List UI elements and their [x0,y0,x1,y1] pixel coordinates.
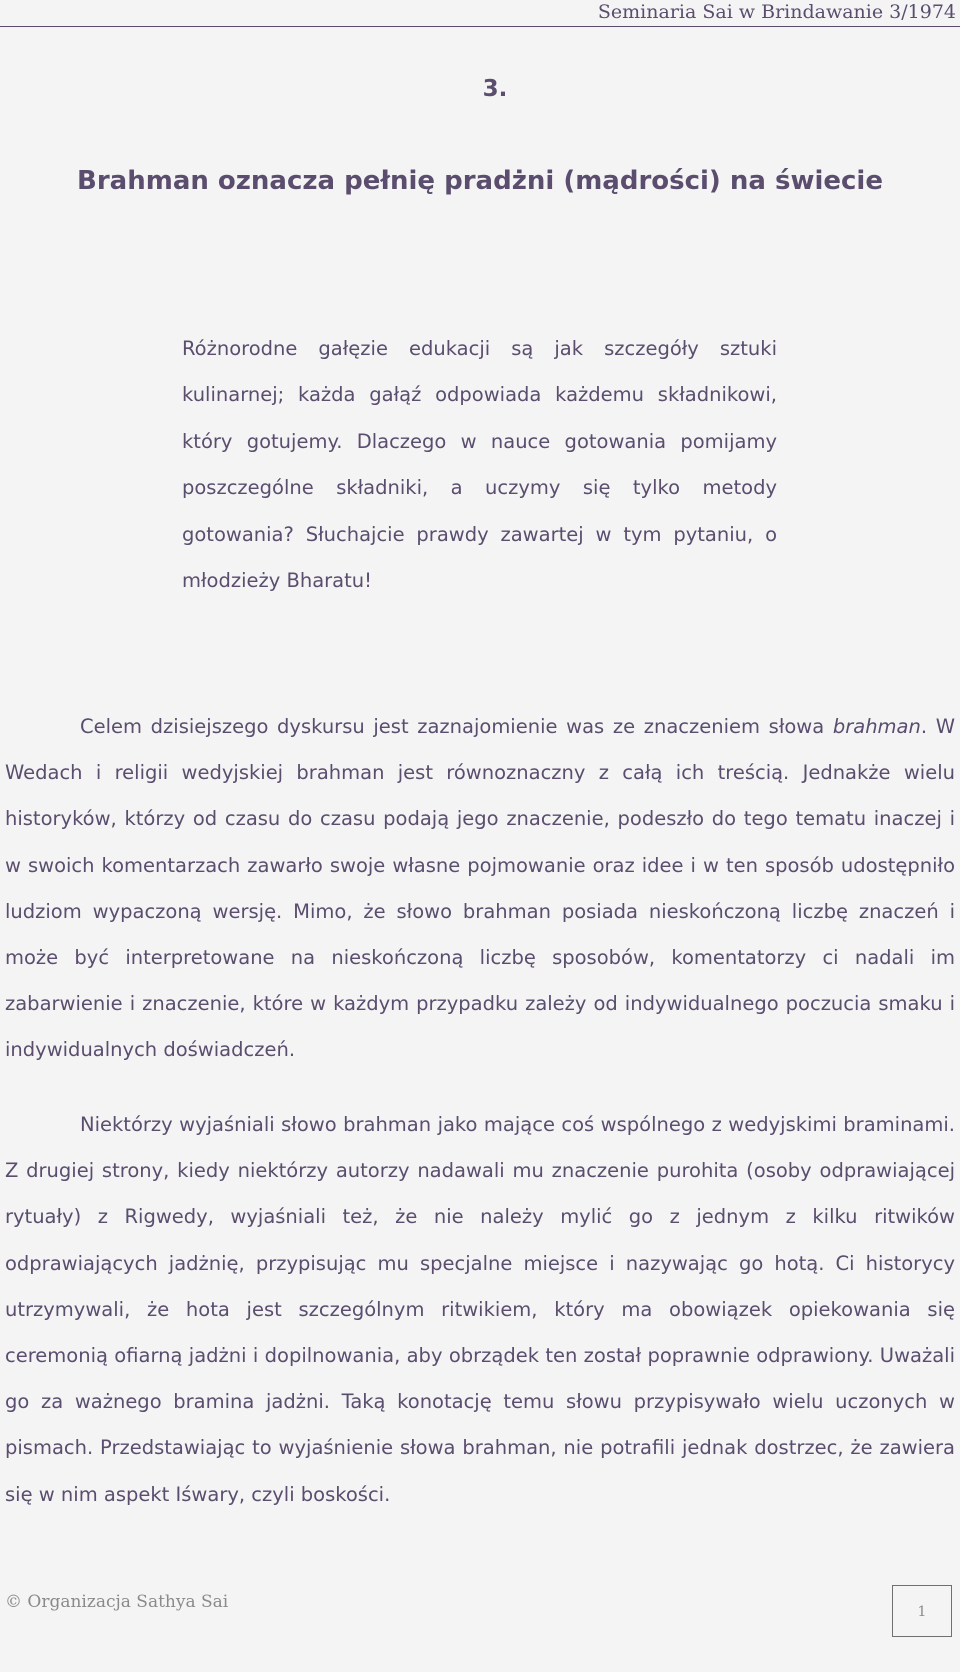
page-header [0,0,960,27]
footer-copyright: © Organizacja Sathya Sai [5,1592,229,1612]
page-number-box [892,1585,952,1637]
body-paragraph-1 [5,704,955,1074]
page-number: 1 [917,1604,927,1620]
chapter-number: 3. [482,76,508,102]
paragraph-text: . W Wedach i religii wedyjskiej brahman jest równoznaczny z całą ich treścią. Jednakże wielu historyków, którzy od czasu do czasu podają jego znaczenie, podeszło do tego tematu inaczej i w swoich komentarzach zawarło swoje własne pojmowanie oraz idee i w ten sposób udostępniło ludziom wypaczoną wersję. Mimo, że słowo brahman posiada nieskończoną liczbę znaczeń i może być interpretowane na nieskończoną liczbę sposobów, komentatorzy ci nadali im zabarwienie i znaczenie, które w każdym przypadku zależy od indywidualnego poczucia smaku i indywidualnych doświadczeń. [5,715,955,1062]
running-header-title: Seminaria Sai w Brindawanie 3/1974 [597,1,956,23]
epigraph-quote: Różnorodne gałęzie edukacji są jak szczegóły sztuki kulinarnej; każda gałąź odpowiada każdemu składnikowi, który gotujemy. Dlaczego w nauce gotowania pomijamy poszczególne składniki, a uczymy się tylko metody gotowania? Słuchajcie prawdy zawartej w tym pytaniu, o młodzieży Bharatu! [182,337,777,593]
body-paragraph-2: Niektórzy wyjaśniali słowo brahman jako mające coś wspólnego z wedyjskimi braminami. Z drugiej strony, kiedy niektórzy autorzy nadawali mu znaczenie purohita (osoby odprawiającej rytuały) z Rigwedy, wyjaśniali też, że nie należy mylić go z jednym z kilku ritwików odprawiających jadżnię, przypisując mu specjalne miejsce i nazywając go hotą. Ci historycy utrzymywali, że hota jest szczególnym ritwikiem, który ma obowiązek opiekowania się ceremonią ofiarną jadżni i dopilnowania, aby obrządek ten został poprawnie odprawiony. Uważali go za ważnego bramina jadżni. Taką konotację temu słowu przypisywało wielu uczonych w pismach. Przedstawiając to wyjaśnienie słowa brahman, nie potrafili jednak dostrzec, że zawiera się w nim aspekt Iśwary, czyli boskości. [5,1113,955,1506]
paragraph-text: Celem dzisiejszego dyskursu jest zaznajomienie was ze znaczeniem słowa [80,715,833,738]
chapter-title: Brahman oznacza pełnię pradżni (mądrości) na świecie [77,166,883,196]
italic-term: brahman [832,715,921,738]
